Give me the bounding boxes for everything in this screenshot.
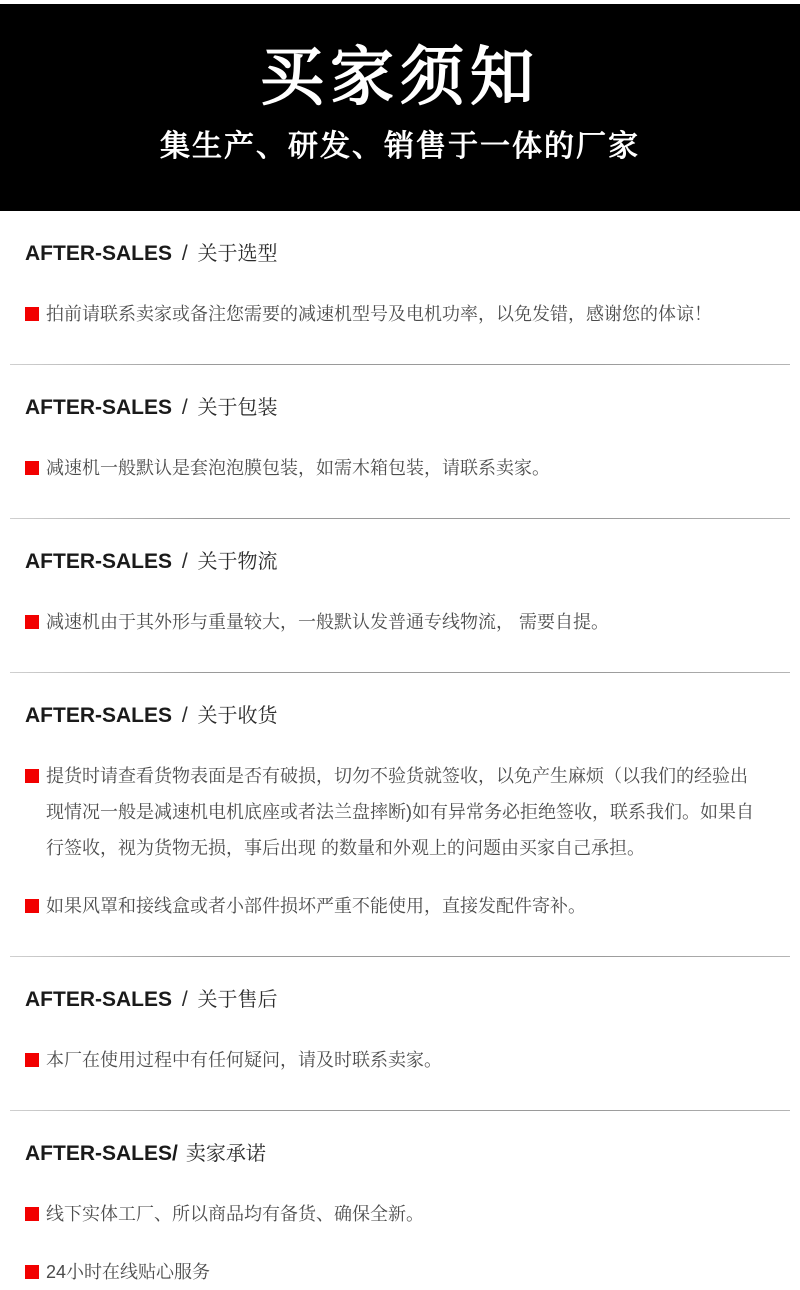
section-heading-zh: 关于选型 <box>197 243 278 265</box>
bullet-text: 线下实体工厂、所以商品均有备货、确保全新。 <box>46 1204 424 1224</box>
section-heading <box>25 704 770 728</box>
section-packaging <box>0 396 800 486</box>
section-heading-zh: 卖家承诺 <box>185 1143 266 1165</box>
notice-content <box>0 242 800 1290</box>
bullet-text: 本厂在使用过程中有任何疑问，请及时联系卖家。 <box>46 1050 442 1070</box>
section-heading-slash: / <box>181 550 188 573</box>
bullet-text: 如果风罩和接线盒或者小部件损坏严重不能使用，直接发配件寄补。 <box>46 896 586 916</box>
red-square-bullet-icon <box>25 1265 39 1279</box>
section-heading <box>25 242 770 266</box>
bullet-item <box>25 604 770 640</box>
section-heading-en: AFTER-SALES <box>25 396 172 419</box>
red-square-bullet-icon <box>25 1207 39 1221</box>
section-divider <box>10 518 790 519</box>
section-heading-slash: / <box>181 988 188 1011</box>
bullet-item <box>25 758 770 866</box>
section-heading <box>25 1142 770 1166</box>
bullet-item <box>25 450 770 486</box>
section-divider <box>10 672 790 673</box>
red-square-bullet-icon <box>25 1053 39 1067</box>
red-square-bullet-icon <box>25 769 39 783</box>
section-heading-en: AFTER-SALES <box>25 242 172 265</box>
section-heading-zh: 关于包装 <box>197 397 278 419</box>
section-heading-slash: / <box>181 396 188 419</box>
page-subtitle: 集生产、研发、销售于一体的厂家 <box>160 130 640 164</box>
section-heading-en: AFTER-SALES <box>25 704 172 727</box>
section-heading <box>25 988 770 1012</box>
red-square-bullet-icon <box>25 461 39 475</box>
bullet-text: 提货时请查看货物表面是否有破损，切勿不验货就签收，以免产生麻烦（以我们的经验出现情况一般是减速机电机底座或者法兰盘摔断)如有异常务必拒绝签收，联系我们。如果自行签收，视为货物无损，事后出现 的数量和外观上的问题由买家自己承担。 <box>46 766 754 858</box>
bullet-text: 拍前请联系卖家或备注您需要的减速机型号及电机功率，以免发错，感谢您的体谅！ <box>46 304 712 324</box>
section-seller-promise <box>0 1142 800 1290</box>
red-square-bullet-icon <box>25 307 39 321</box>
red-square-bullet-icon <box>25 615 39 629</box>
section-divider <box>10 1110 790 1111</box>
section-receiving <box>0 704 800 924</box>
section-model-selection <box>0 242 800 332</box>
section-heading-zh: 关于收货 <box>197 705 278 727</box>
bullet-item <box>25 1042 770 1078</box>
bullet-text: 减速机由于其外形与重量较大，一般默认发普通专线物流， 需要自提。 <box>46 612 609 632</box>
red-square-bullet-icon <box>25 899 39 913</box>
bullet-item <box>25 1196 770 1232</box>
section-heading-en: AFTER-SALES <box>25 988 172 1011</box>
section-heading-slash: / <box>181 704 188 727</box>
section-logistics <box>0 550 800 640</box>
section-heading <box>25 550 770 574</box>
bullet-item <box>25 296 770 332</box>
section-divider <box>10 956 790 957</box>
section-heading-zh: 关于物流 <box>197 551 278 573</box>
section-after-sales <box>0 988 800 1078</box>
section-heading-en: AFTER-SALES/ <box>25 1142 178 1165</box>
page-title: 买家须知 <box>260 41 540 113</box>
section-divider <box>10 364 790 365</box>
bullet-item <box>25 1254 770 1290</box>
section-heading-slash: / <box>181 242 188 265</box>
bullet-text: 减速机一般默认是套泡泡膜包装，如需木箱包装，请联系卖家。 <box>46 458 550 478</box>
bullet-item <box>25 888 770 924</box>
section-heading <box>25 396 770 420</box>
hero-banner <box>0 4 800 211</box>
section-heading-zh: 关于售后 <box>197 989 278 1011</box>
bullet-text: 24小时在线贴心服务 <box>46 1262 211 1282</box>
section-heading-en: AFTER-SALES <box>25 550 172 573</box>
